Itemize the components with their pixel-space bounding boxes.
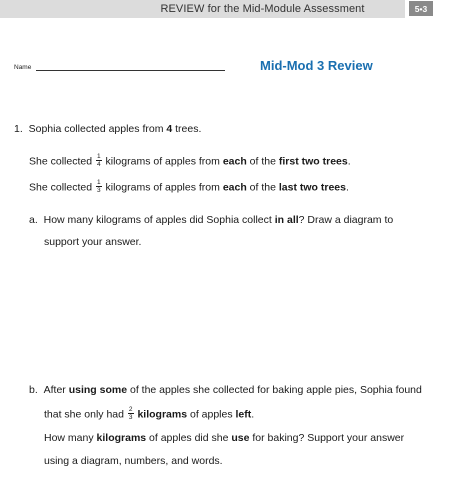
problem-1-line-2	[29, 180, 349, 195]
problem-1-line-1	[29, 154, 351, 169]
part-b-t1: After	[43, 384, 69, 396]
part-b-t8: for baking? Support your answer	[249, 432, 405, 444]
name-label: Name	[14, 64, 32, 71]
fraction-denominator: 3	[96, 187, 101, 194]
part-a-bold-in-all: in all	[274, 214, 299, 226]
problem-1-intro	[14, 122, 201, 136]
intro-tree-count: 4	[166, 123, 173, 135]
line2-pre: She collected	[29, 181, 95, 194]
doc-title: Mid-Mod 3 Review	[260, 58, 373, 73]
part-a-text-1: How many kilograms of apples did Sophia collect	[43, 214, 275, 226]
header-title: REVIEW for the Mid-Module Assessment	[160, 3, 365, 15]
line1-mid: kilograms of apples from	[102, 155, 223, 168]
line1-which-trees: first two trees	[278, 155, 348, 168]
intro-text-b: trees.	[172, 123, 202, 135]
part-b-t4: of apples	[187, 408, 236, 421]
problem-number: 1.	[14, 123, 23, 135]
fraction-denominator: 4	[96, 161, 101, 168]
fraction-numerator: 1	[96, 153, 101, 160]
fraction-denominator: 3	[128, 414, 133, 421]
fraction-numerator: 2	[128, 406, 133, 413]
line2-mid: kilograms of apples from	[102, 181, 223, 194]
line1-pre: She collected	[29, 155, 95, 168]
part-b-t6: How many	[44, 432, 97, 444]
part-b-t3: that she only had	[44, 408, 127, 421]
line1-of: of the	[246, 155, 279, 168]
part-b-kilograms: kilograms	[137, 408, 188, 421]
fraction-one-third	[96, 179, 102, 194]
part-a-line-2: support your answer.	[44, 236, 142, 248]
line2-of: of the	[246, 181, 279, 194]
part-b-kilograms-2: kilograms	[96, 432, 147, 444]
part-a-text-2: ? Draw a diagram to	[298, 214, 394, 226]
part-b-label: b.	[29, 384, 38, 396]
line1-end: .	[347, 155, 351, 168]
part-b-line-2	[44, 407, 254, 422]
line2-each: each	[222, 181, 247, 194]
part-b-left: left	[235, 408, 252, 421]
fraction-one-fourth	[96, 153, 102, 168]
part-b-using-some: using some	[68, 384, 128, 396]
part-b-use: use	[231, 432, 250, 444]
part-a-line-1	[29, 213, 393, 227]
part-b-t2: of the apples she collected for baking apple pies, Sophia found	[127, 384, 422, 396]
line2-end: .	[345, 181, 349, 194]
part-b-line-1	[29, 383, 422, 397]
line2-which-trees: last two trees	[278, 181, 346, 194]
part-a-label: a.	[29, 214, 38, 226]
fraction-two-thirds	[128, 406, 134, 421]
name-line	[36, 70, 225, 71]
part-b-line-4: using a diagram, numbers, and words.	[44, 455, 223, 467]
header-bar	[0, 0, 405, 18]
grade-badge: 5•3	[409, 1, 433, 16]
part-b-line-3	[44, 431, 404, 445]
part-b-t5: .	[251, 408, 255, 421]
intro-text-a: Sophia collected apples from	[28, 123, 167, 135]
line1-each: each	[222, 155, 247, 168]
fraction-numerator: 1	[96, 179, 101, 186]
part-b-t7: of apples did she	[146, 432, 232, 444]
